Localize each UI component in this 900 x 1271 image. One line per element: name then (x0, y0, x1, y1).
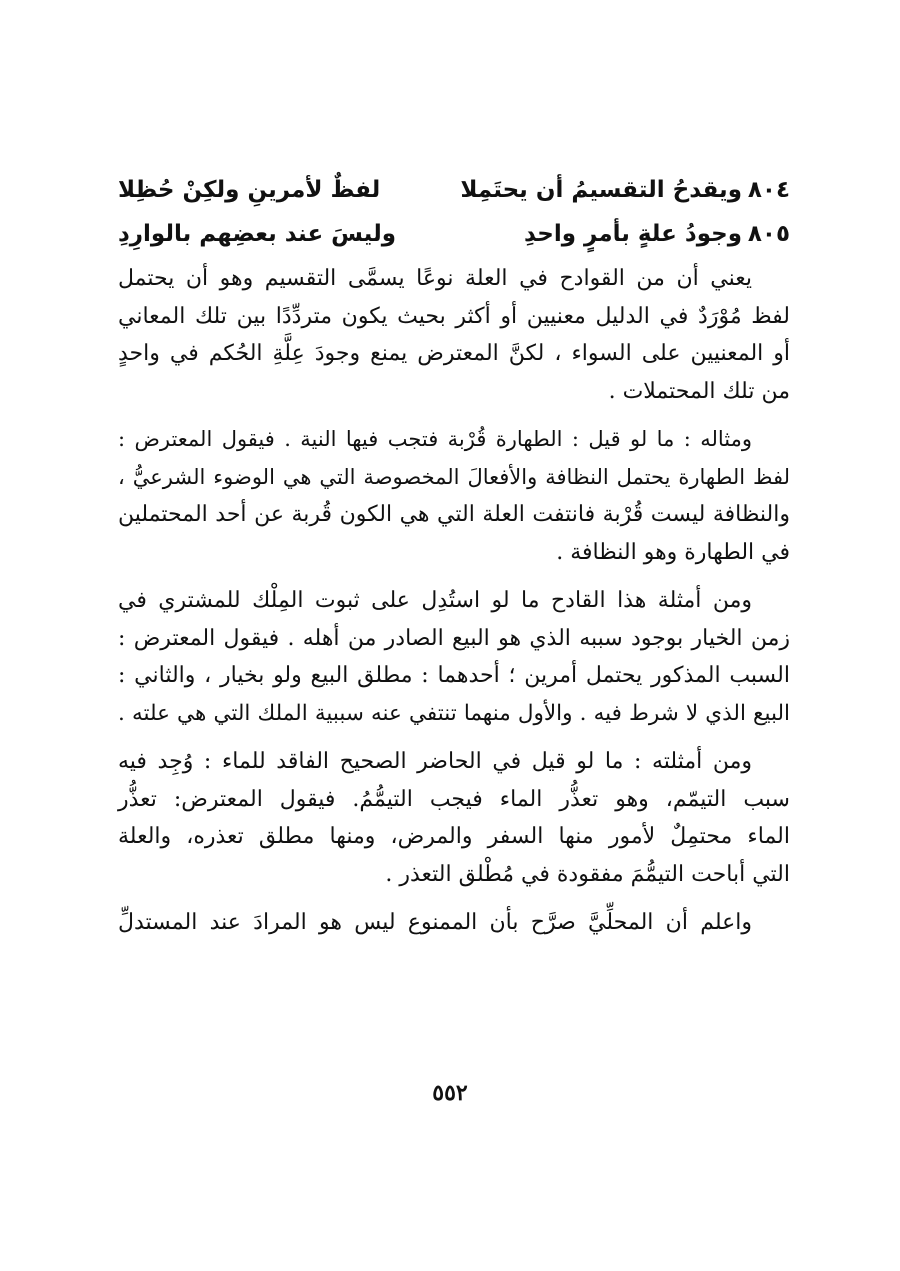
paragraph (118, 582, 790, 732)
paragraph (118, 260, 790, 410)
text-line: لفظ الطهارة يحتمل النظافة والأفعالَ المخصوصة التي هي الوضوء الشرعيُّ ، (118, 464, 790, 489)
verse-first-hemistich: ويقدحُ التقسيمُ أن يحتَمِلا (460, 177, 742, 203)
verse-second-hemistich: وليسَ عند بعضِهم بالوارِدِ (118, 221, 396, 247)
text-line: لفظ مُوْرَدٌ في الدليل معنيين أو أكثر بحيث يكون متردِّدًا بين تلك المعاني (118, 303, 790, 329)
verse-second-hemistich: لفظٌ لأمرينِ ولكِنْ حُظِلا (118, 177, 381, 203)
verse-number: ٨٠٤ (747, 177, 790, 203)
paragraph (118, 743, 790, 893)
verse-line (118, 168, 790, 212)
text-line: أو المعنيين على السواء ، لكنَّ المعترض يمنع وجودَ عِلَّةِ الحُكم في واحدٍ (118, 341, 790, 366)
text-line: زمن الخيار بوجود سببه الذي هو البيع الصادر من أهله . فيقول المعترض : (118, 625, 790, 651)
text-line: والنظافة ليست قُرْبة فانتفت العلة التي هي الكون قُربة عن أحد المحتملين (118, 502, 790, 527)
text-line: السبب المذكور يحتمل أمرين ؛ أحدهما : مطلق البيع ولو بخيار ، والثاني : (118, 663, 790, 688)
page-number: ٥٥٢ (432, 1080, 468, 1106)
commentary-text (118, 260, 790, 953)
text-line: البيع الذي لا شرط فيه . والأول منهما تنتفي عنه سببية الملك التي هي علته . (118, 700, 790, 726)
verse-number: ٨٠٥ (747, 221, 790, 247)
text-line: ومن أمثلته : ما لو قيل في الحاضر الصحيح الفاقد للماء : وُجِد فيه (118, 749, 752, 774)
text-line: من تلك المحتملات . (608, 378, 790, 404)
text-line: الماء محتمِلٌ لأمور منها السفر والمرض، ومنها مطلق تعذره، والعلة (118, 824, 790, 849)
paragraph (118, 421, 790, 571)
verse-first-hemistich: وجودُ علةٍ بأمرٍ واحدِ (523, 221, 742, 247)
text-line: ومن أمثلة هذا القادح ما لو استُدِل على ثبوت المِلْك للمشتري في (118, 588, 752, 613)
verse-block (118, 168, 790, 256)
text-line: واعلم أن المحلِّيَّ صرَّح بأن الممنوع ليس هو المرادَ عند المستدلِّ (118, 910, 752, 935)
paragraph (118, 904, 790, 942)
text-line: يعني أن من القوادح في العلة نوعًا يسمَّى التقسيم وهو أن يحتمل (118, 266, 752, 291)
verse-line (118, 212, 790, 256)
text-line: ومثاله : ما لو قيل : الطهارة قُرْبة فتجب فيها النية . فيقول المعترض : (118, 427, 752, 451)
text-line: في الطهارة وهو النظافة . (556, 539, 790, 565)
text-line: سبب التيمّم، وهو تعذُّر الماء فيجب التيمُّمُ. فيقول المعترض: تعذُّر (118, 786, 790, 812)
text-line: التي أباحت التيمُّمَ مفقودة في مُطْلق التعذر . (385, 861, 790, 887)
